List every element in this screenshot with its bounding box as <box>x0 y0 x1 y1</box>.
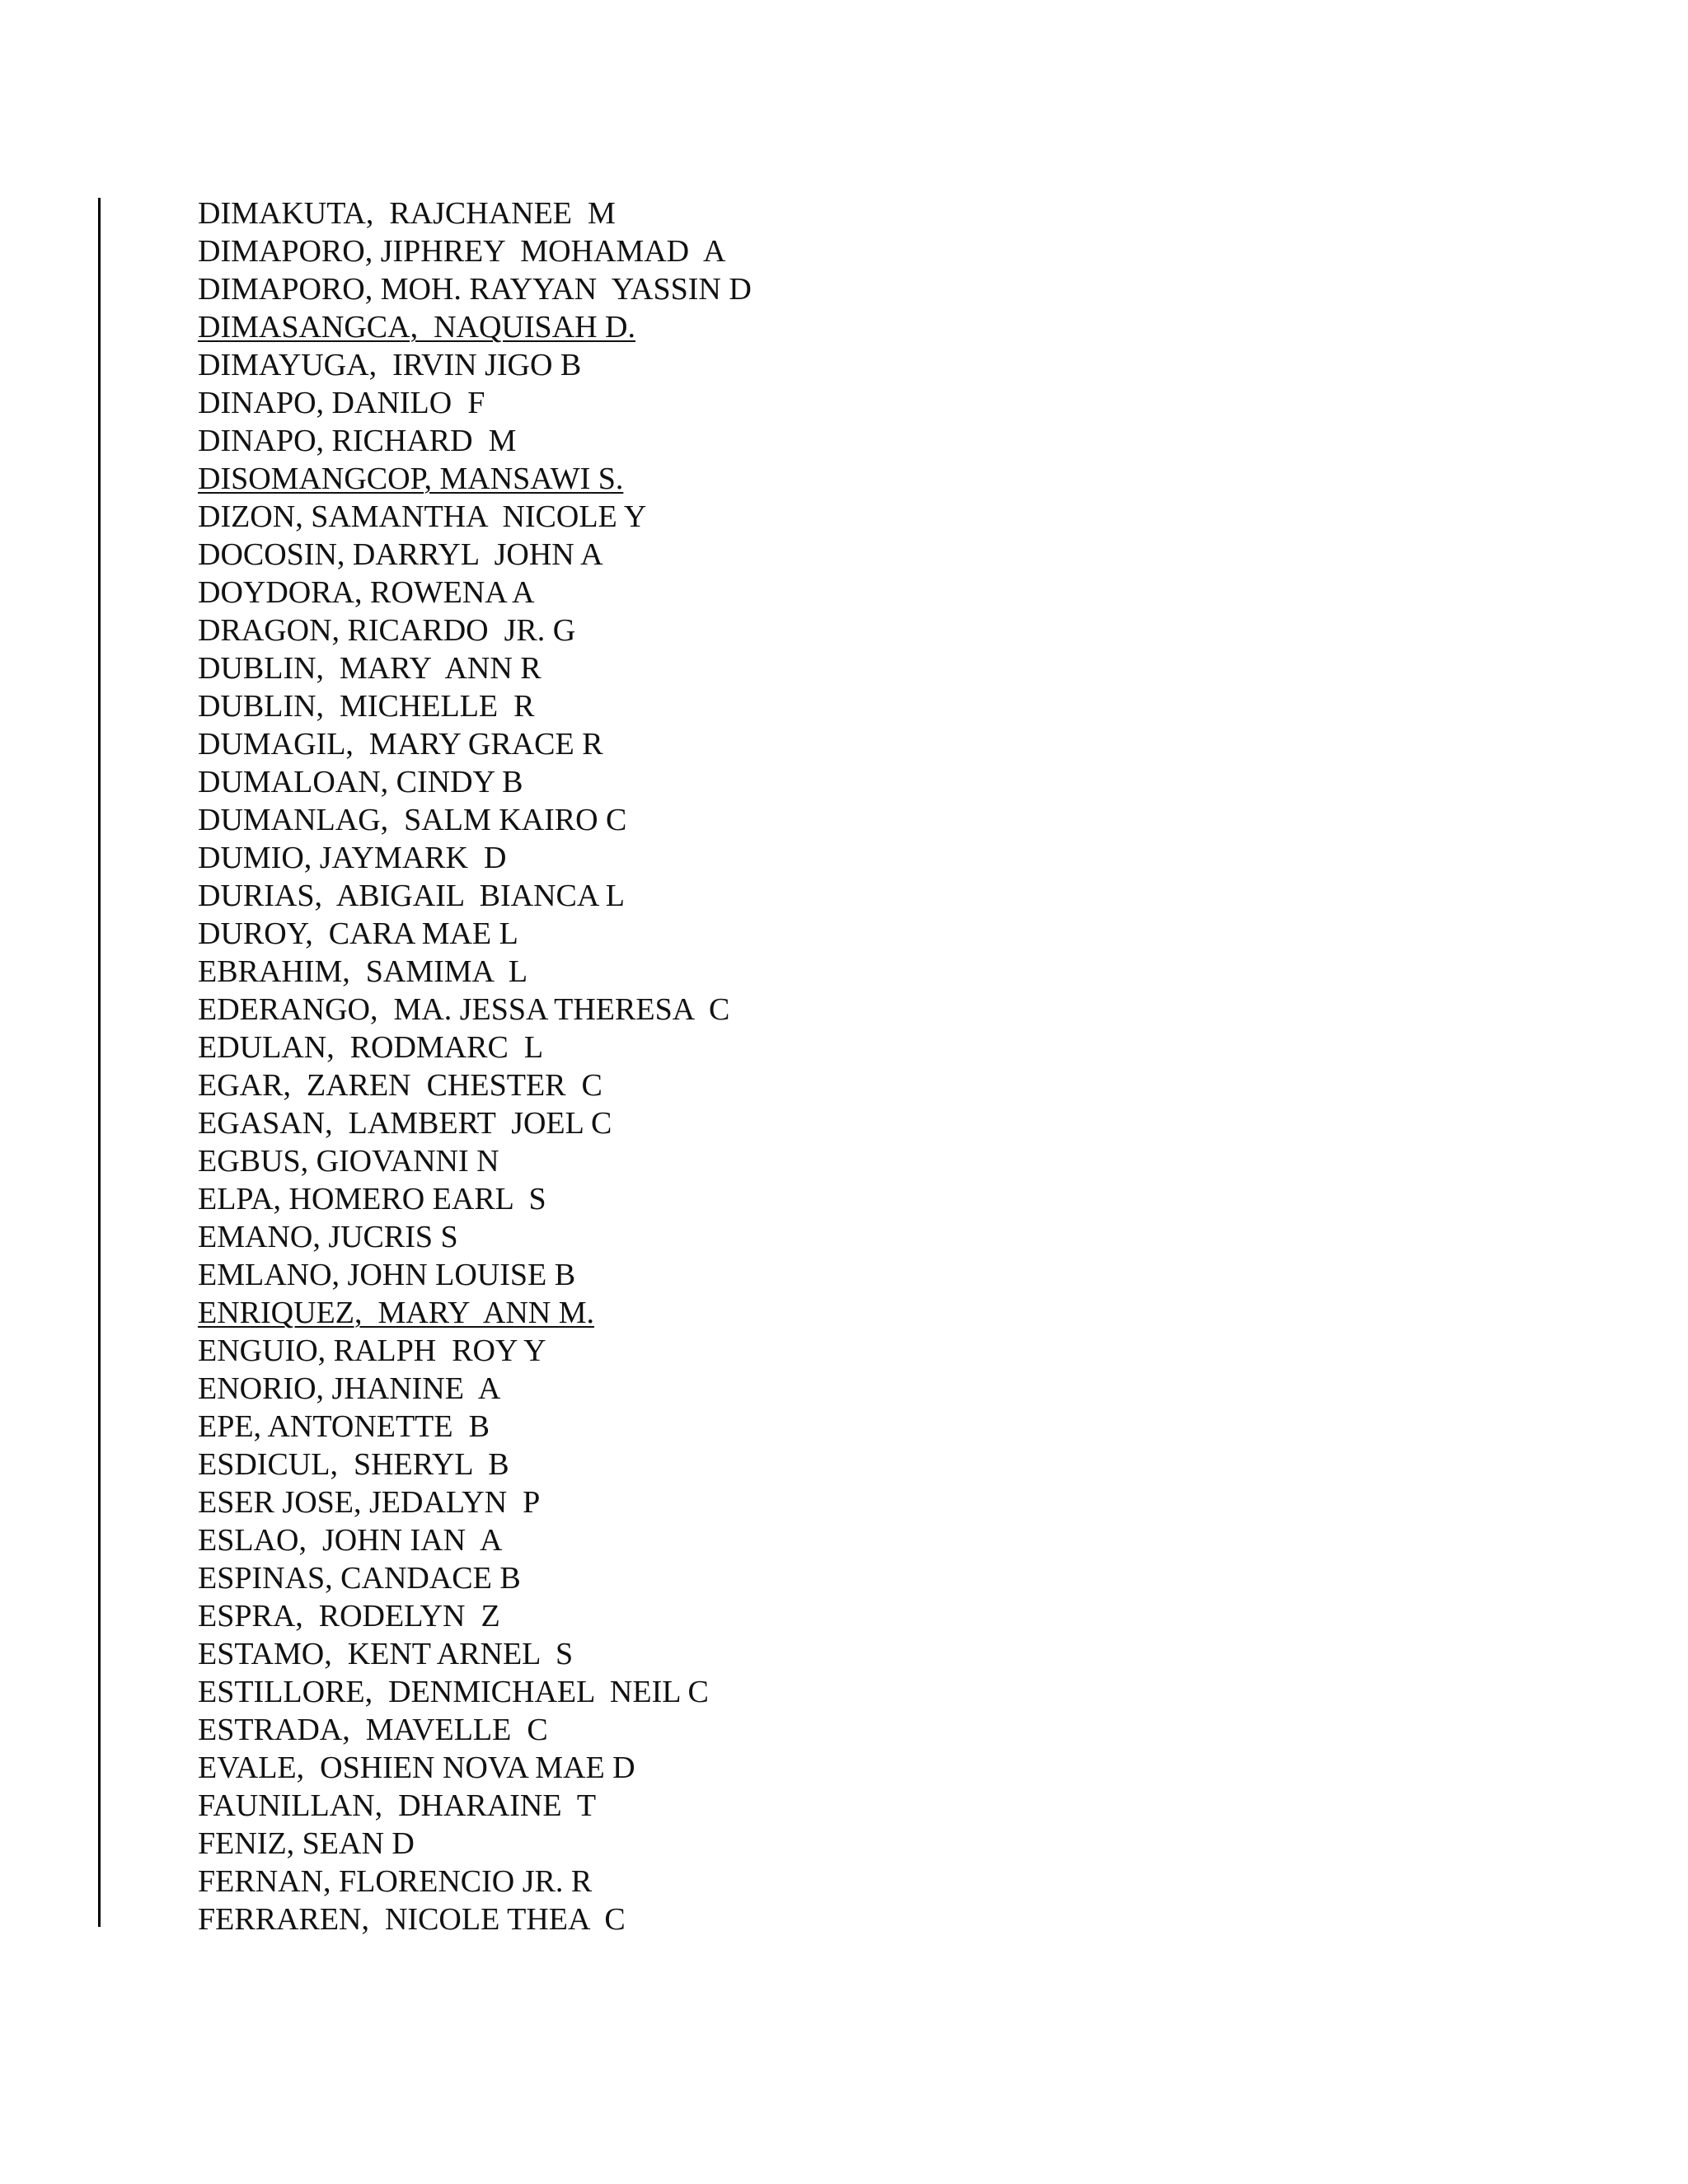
name-entry: ESPRA, RODELYN Z <box>198 1599 500 1633</box>
name-entry: ESER JOSE, JEDALYN P <box>198 1485 541 1520</box>
name-entry: ESPINAS, CANDACE B <box>198 1561 521 1596</box>
name-entry: DOYDORA, ROWENA A <box>198 575 535 610</box>
name-entry: FERRAREN, NICOLE THEA C <box>198 1902 626 1937</box>
name-list <box>198 194 752 1938</box>
name-entry: EPE, ANTONETTE B <box>198 1409 490 1444</box>
name-entry: ELPA, HOMERO EARL S <box>198 1182 546 1216</box>
name-entry: EGBUS, GIOVANNI N <box>198 1144 499 1179</box>
name-entry: ENGUIO, RALPH ROY Y <box>198 1333 546 1368</box>
name-entry: EGAR, ZAREN CHESTER C <box>198 1068 603 1103</box>
name-entry: DUMIO, JAYMARK D <box>198 841 507 875</box>
name-entry: FENIZ, SEAN D <box>198 1826 415 1861</box>
name-entry: DIZON, SAMANTHA NICOLE Y <box>198 499 647 534</box>
name-entry: DUMANLAG, SALM KAIRO C <box>198 803 627 837</box>
name-entry: DRAGON, RICARDO JR. G <box>198 613 576 648</box>
name-entry: EDERANGO, MA. JESSA THERESA C <box>198 992 730 1027</box>
name-entry: FERNAN, FLORENCIO JR. R <box>198 1864 593 1899</box>
name-entry: ESDICUL, SHERYL B <box>198 1447 509 1482</box>
name-entry: DOCOSIN, DARRYL JOHN A <box>198 537 603 572</box>
name-entry: ESTAMO, KENT ARNEL S <box>198 1637 574 1671</box>
name-entry: DUMALOAN, CINDY B <box>198 765 523 799</box>
name-entry: DUBLIN, MICHELLE R <box>198 689 535 724</box>
name-entry: EDULAN, RODMARC L <box>198 1030 544 1065</box>
name-entry: DINAPO, DANILO F <box>198 386 485 420</box>
name-entry: DURIAS, ABIGAIL BIANCA L <box>198 879 625 913</box>
name-entry: DINAPO, RICHARD M <box>198 424 517 458</box>
name-entry: FAUNILLAN, DHARAINE T <box>198 1788 597 1823</box>
name-entry: EVALE, OSHIEN NOVA MAE D <box>198 1750 635 1785</box>
revision-bar <box>98 198 101 1927</box>
name-entry: EMANO, JUCRIS S <box>198 1220 458 1254</box>
name-entry: DIMASANGCA, NAQUISAH D. <box>198 310 635 344</box>
name-entry: EGASAN, LAMBERT JOEL C <box>198 1106 612 1141</box>
name-entry: DUROY, CARA MAE L <box>198 916 518 951</box>
name-entry: EBRAHIM, SAMIMA L <box>198 954 528 989</box>
name-entry: EMLANO, JOHN LOUISE B <box>198 1258 576 1292</box>
name-entry: DUMAGIL, MARY GRACE R <box>198 727 603 762</box>
name-entry: ESTILLORE, DENMICHAEL NEIL C <box>198 1675 709 1709</box>
name-entry: DIMAPORO, MOH. RAYYAN YASSIN D <box>198 272 752 307</box>
name-entry: DIMAYUGA, IRVIN JIGO B <box>198 348 582 382</box>
name-entry: DIMAPORO, JIPHREY MOHAMAD A <box>198 234 726 269</box>
name-entry: DISOMANGCOP, MANSAWI S. <box>198 462 624 496</box>
name-entry: ENRIQUEZ, MARY ANN M. <box>198 1296 594 1330</box>
name-entry: DIMAKUTA, RAJCHANEE M <box>198 196 616 231</box>
name-entry: DUBLIN, MARY ANN R <box>198 651 542 686</box>
name-entry: ESTRADA, MAVELLE C <box>198 1713 548 1747</box>
name-entry: ESLAO, JOHN IAN A <box>198 1523 503 1558</box>
name-entry: ENORIO, JHANINE A <box>198 1371 501 1406</box>
